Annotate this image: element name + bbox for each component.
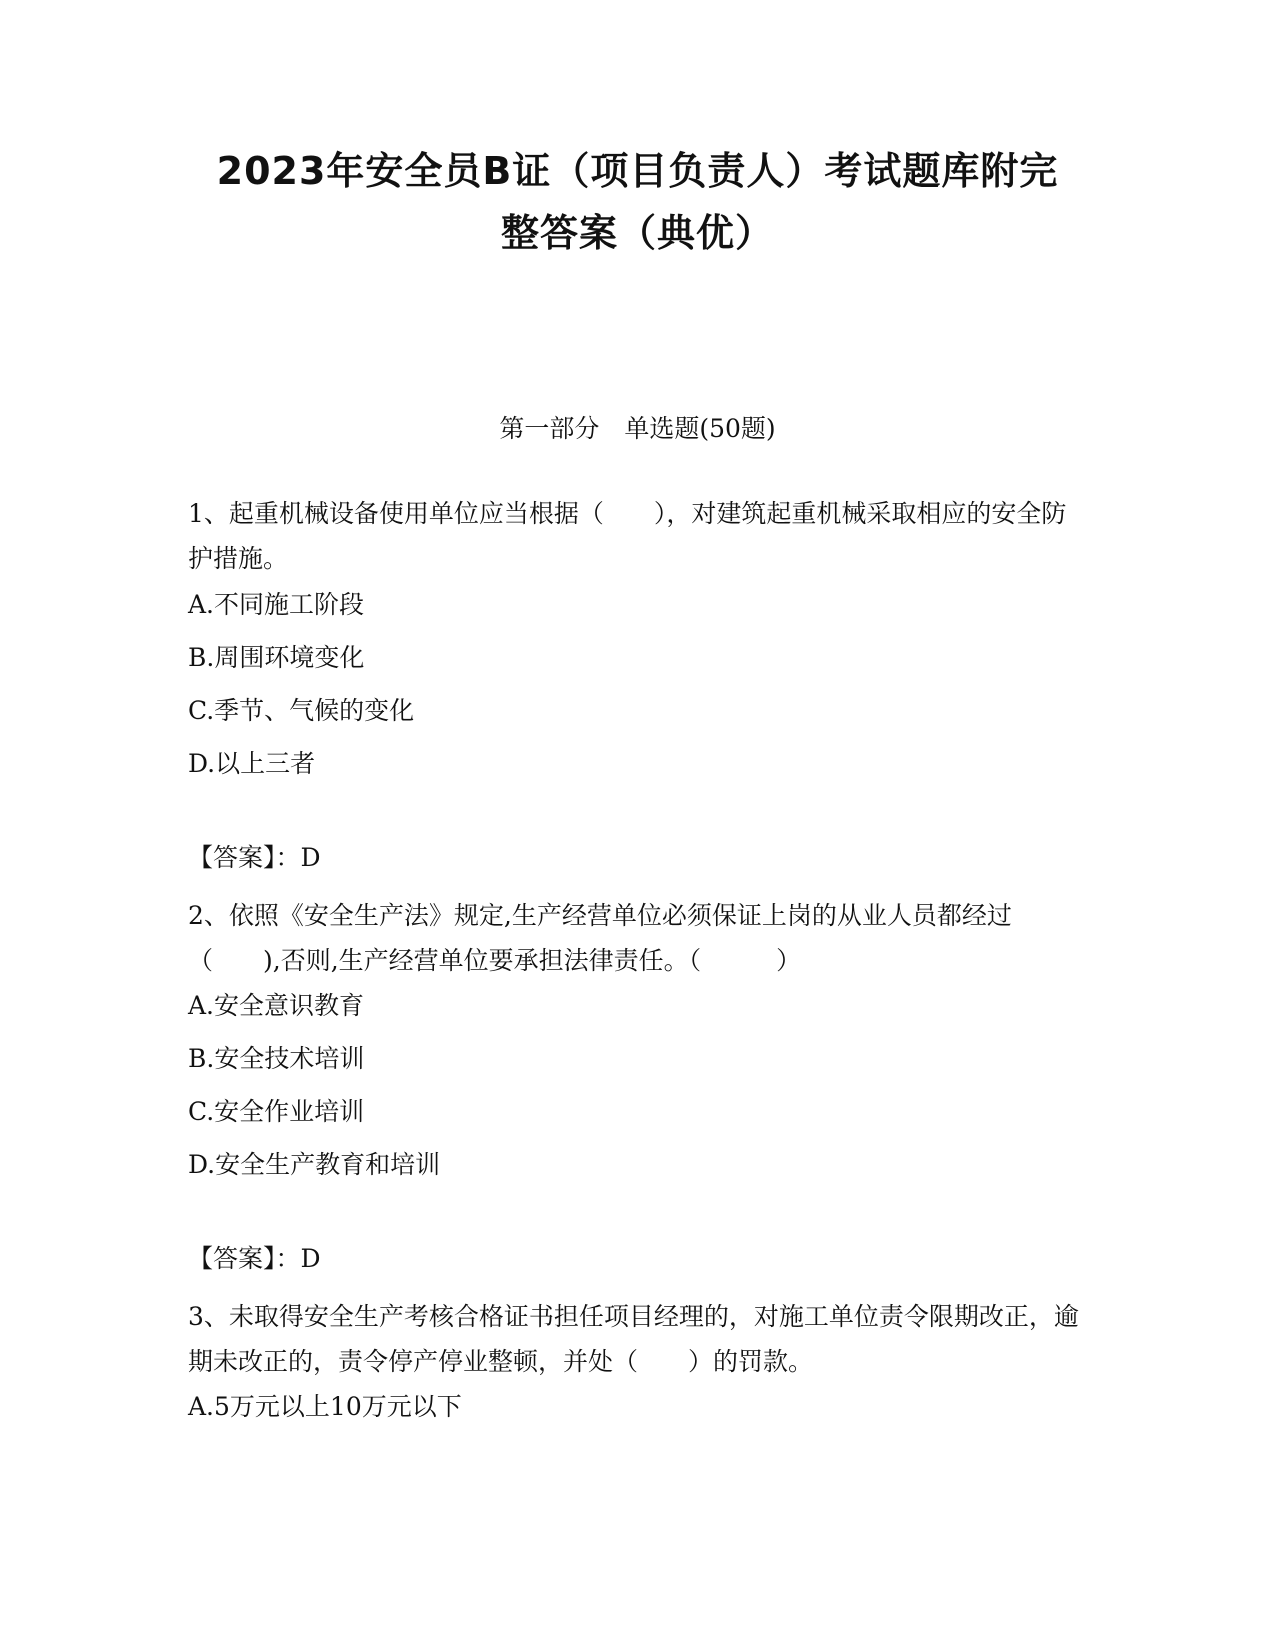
title-line-2: 整答案（典优） [500, 211, 774, 255]
question-2-option-d: D.安全生产教育和培训 [188, 1150, 441, 1179]
question-1-answer: 【答案】：D [188, 843, 321, 872]
question-1-option-d: D.以上三者 [188, 749, 316, 778]
question-2-option-b: B.安全技术培训 [188, 1044, 365, 1073]
question-1-option-c: C.季节、气候的变化 [188, 696, 415, 725]
question-3-option-a: A.5万元以上10万元以下 [188, 1392, 462, 1421]
question-2-stem: 2、依照《安全生产法》规定,生产经营单位必须保证上岗的从业人员都经过（ ),否则,生产经营单位要承担法律责任。（ ） [188, 901, 1012, 975]
question-1-option-a: A.不同施工阶段 [188, 590, 365, 619]
question-2-option-c: C.安全作业培训 [188, 1097, 365, 1126]
document-title [150, 140, 1125, 264]
question-2-answer: 【答案】：D [188, 1244, 321, 1273]
section-heading: 第一部分 单选题(50题) [499, 414, 776, 443]
question-2-option-a: A.安全意识教育 [188, 991, 365, 1020]
question-1-stem: 1、起重机械设备使用单位应当根据（ ），对建筑起重机械采取相应的安全防护措施。 [188, 499, 1067, 573]
question-1-option-b: B.周围环境变化 [188, 643, 365, 672]
title-line-1: 2023年安全员B证（项目负责人）考试题库附完 [216, 149, 1059, 193]
question-3-stem: 3、未取得安全生产考核合格证书担任项目经理的，对施工单位责令限期改正，逾期未改正的，责令停产停业整顿，并处（ ）的罚款。 [188, 1302, 1079, 1376]
